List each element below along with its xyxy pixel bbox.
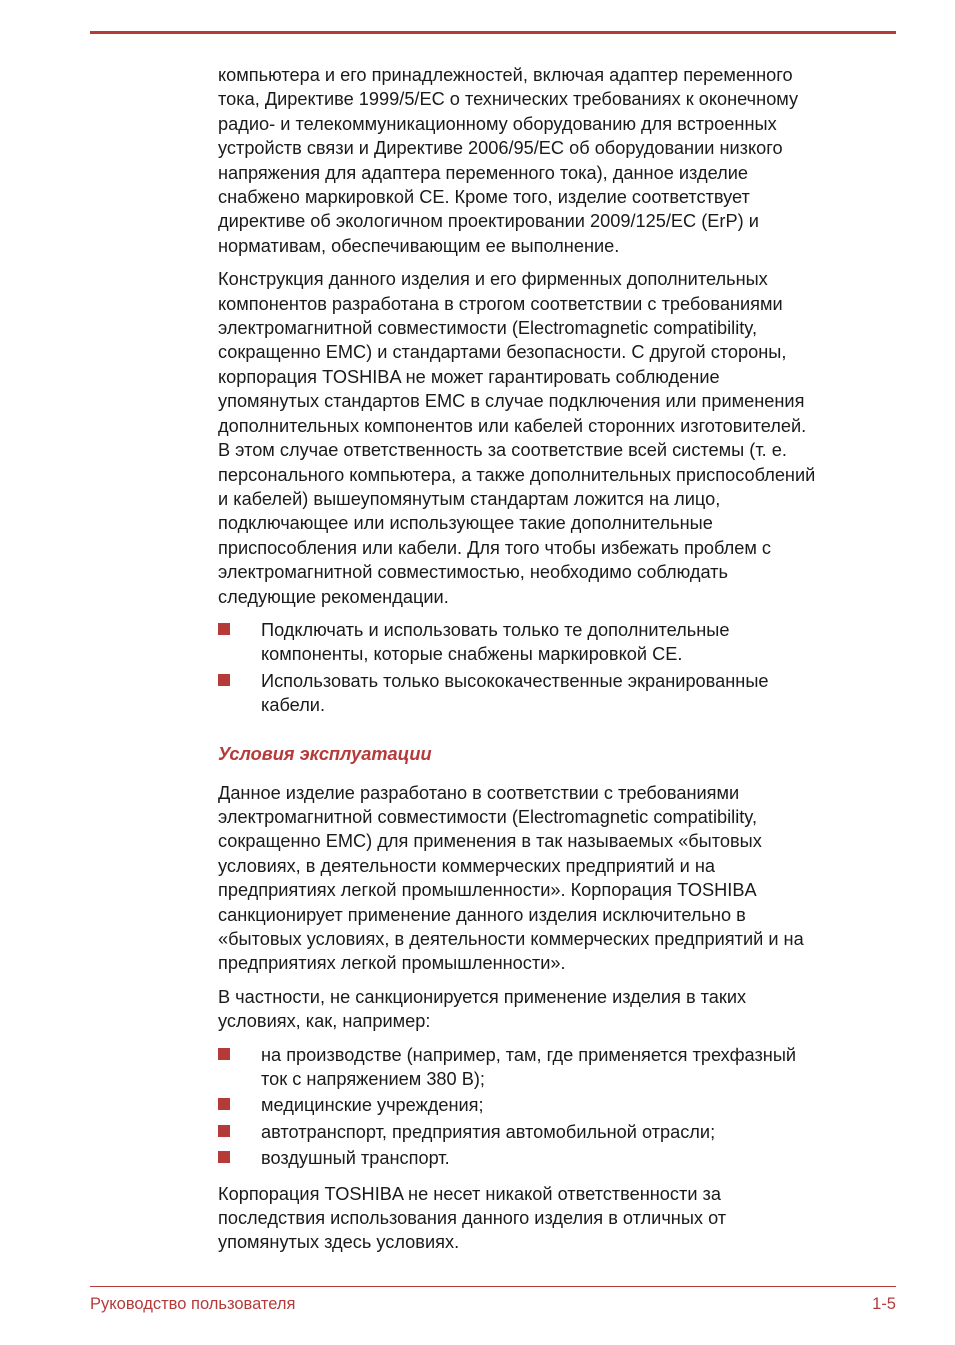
square-bullet-icon bbox=[218, 1151, 230, 1163]
footer-manual-title: Руководство пользователя bbox=[90, 1295, 296, 1313]
list-item: автотранспорт, предприятия автомобильной отрасли; bbox=[218, 1120, 898, 1144]
list-item: воздушный транспорт. bbox=[218, 1146, 898, 1170]
square-bullet-icon bbox=[218, 1125, 230, 1137]
paragraph-operating-conditions: Данное изделие разработано в соответствии с требованиями электромагнитной совместимости (Electromagnetic compatibility, сокращенно EMC) для применения в так называемых «бытовых условиях, в деятельности коммерческих предприятий и на предприятиях легкой промышленности». Корпорация TOSHIBA санкционирует применение данного изделия исключительно в «бытовых условиях, в деятельности коммерческих предприятий и на предприятиях легкой промышленности». bbox=[218, 782, 804, 974]
footer-page-number: 1-5 bbox=[872, 1295, 896, 1313]
square-bullet-icon bbox=[218, 623, 230, 635]
square-bullet-icon bbox=[218, 1098, 230, 1110]
recommendations-list bbox=[218, 618, 898, 718]
paragraph-liability: Корпорация TOSHIBA не несет никакой ответственности за последствия использования данного изделия в отличных от упомянутых здесь условиях. bbox=[218, 1183, 727, 1253]
paragraph-directives: компьютера и его принадлежностей, включая адаптер переменного тока, Директиве 1999/5/EC о технических требованиях к оконечному радио- и телекоммуникационному оборудованию для встроенных устройств связи и Директиве 2006/95/EC об оборудовании низкого напряжения для адаптера переменного тока), данное изделие снабжено маркировкой CE. Кроме того, изделие соответствует директиве об экологичном проектировании 2009/125/EC (ErP) и нормативам, обеспечивающим ее выполнение. bbox=[218, 65, 799, 256]
list-item: на производстве (например, там, где применяется трехфазный ток с напряжением 380 В); bbox=[218, 1043, 898, 1092]
paragraph-not-sanctioned: В частности, не санкционируется применение изделия в таких условиях, как, например: bbox=[218, 986, 747, 1032]
square-bullet-icon bbox=[218, 674, 230, 686]
paragraph-emc-construction: Конструкция данного изделия и его фирменных дополнительных компонентов разработана в строгом соответствии с требованиями электромагнитной совместимости (Electromagnetic compatibility, сокращенно EMC) и стандартами безопасности. С другой стороны, корпорация TOSHIBA не может гарантировать соблюдение упомянутых стандартов EMC в случае подключения или применения дополнительных компонентов или кабелей сторонних изготовителей. В этом случае ответственность за соответствие всей системы (т. е. персонального компьютера, а также дополнительных приспособлений и кабелей) вышеупомянутым стандартам ложится на лицо, подключающее или использующее такие дополнительные приспособления или кабели. Для того чтобы избежать проблем с электромагнитной совместимостью, необходимо соблюдать следующие рекомендации. bbox=[218, 269, 816, 607]
header-rule bbox=[90, 31, 896, 34]
page-content bbox=[218, 63, 898, 1255]
section-heading: Условия эксплуатации bbox=[218, 743, 432, 764]
footer-rule bbox=[90, 1286, 896, 1287]
square-bullet-icon bbox=[218, 1048, 230, 1060]
restricted-conditions-list bbox=[218, 1043, 898, 1171]
list-item: Использовать только высококачественные экранированные кабели. bbox=[218, 669, 898, 718]
list-item: Подключать и использовать только те дополнительные компоненты, которые снабжены маркировкой CE. bbox=[218, 618, 898, 667]
list-item: медицинские учреждения; bbox=[218, 1093, 898, 1117]
